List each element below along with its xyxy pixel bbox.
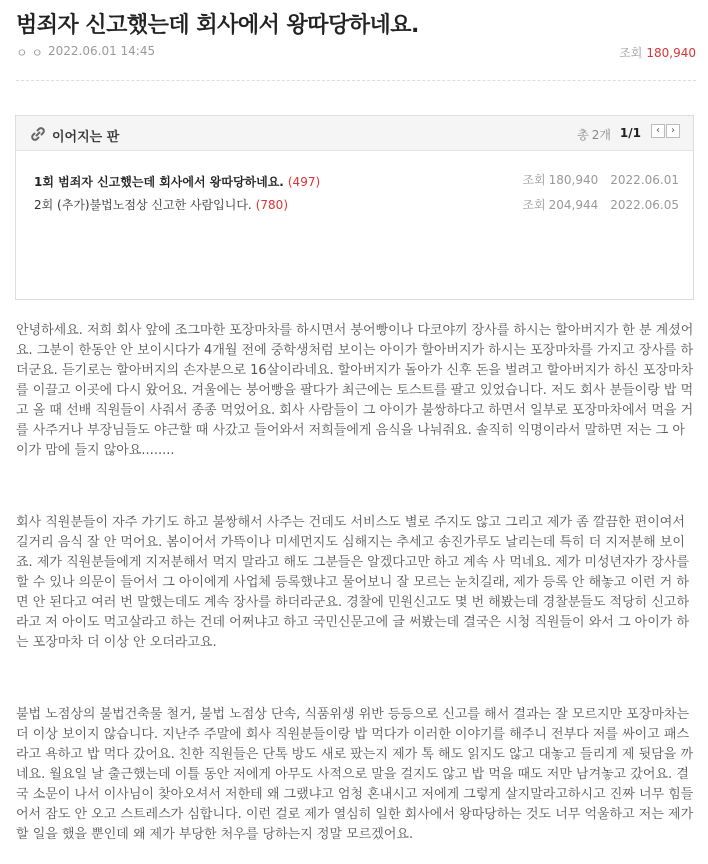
episode-comment-count: (780) xyxy=(255,198,289,212)
post-paragraph: 회사 직원분들이 자주 가기도 하고 불쌍해서 사주는 건데도 서비스도 별로 주지도 않고 그리고 제가 좀 깔끔한 편이여서 길거리 음식 잘 안 먹어요. 봄이어서 가뜩이나 미세먼지도 심해지는 추세고 송진가루도 날리는데 특히 더 지저분해 보이죠. 제가 직원분들에게 지저분해서 먹지 말라고 해도 그분들은 알겠다고만 하고 계속 사 먹네요. 제가 미성년자가 장사를 할 수 있나 의문이 들어서 그 아이에게 사업체 등록했냐고 물어보니 잘 모르는 눈치길래, 제가 등록 안 해놓고 이런 거 하면 안 된다고 여러 번 말했는데도 계속 장사를 하더라군요. 경찰에 민원신고도 몇 번 해봤는데 경찰분들도 적당히 신고하라고 저 아이도 먹고살라고 하는 건데 어쩌냐고 하고 국민신문고에 글 써봤는데 결국은 시청 직원들이 와서 그 아이가 하는 포장마차 더 이상 안 오더라고요. xyxy=(16,515,690,650)
series-count-label: 총 xyxy=(577,128,589,142)
chevron-right-icon[interactable]: › xyxy=(666,124,680,138)
series-episode[interactable] xyxy=(34,196,679,214)
episode-views: 204,944 xyxy=(548,198,599,212)
post-views xyxy=(619,44,696,61)
chevron-left-icon[interactable]: ‹ xyxy=(651,124,665,138)
episode-date: 2022.06.01 xyxy=(610,173,679,187)
link-icon xyxy=(30,126,46,142)
post-author[interactable]: ㅇ ㅇ xyxy=(16,46,43,60)
series-count xyxy=(577,126,611,143)
post-meta xyxy=(16,44,696,62)
episode-views: 180,940 xyxy=(548,173,599,187)
episode-stats xyxy=(522,196,679,213)
post-views-label: 조회 xyxy=(619,46,643,60)
post-paragraph: 불법 노점상의 불법건축물 철거, 불법 노점상 단속, 식품위생 위반 등등으로 신고를 해서 결과는 잘 모르지만 포장마차는 더 이상 보이지 않습니다. 지난주 주말에 회사 직원분들이랑 밥 먹다가 이러한 이야기를 해주니 전부다 저를 싸이고 패스라고 욕하고 밥 먹다 갔어요. 친한 직원들은 단톡 방도 새로 팠는지 제가 톡 해도 읽지도 않고 대놓고 들리게 제 뒷담을 까네요. 월요일 날 출근했는데 이틀 동안 저에게 아무도 사적으로 말을 걸지도 않고 밥 먹을 때도 저만 남겨놓고 갔어요. 결국 소문이 나서 이사님이 찾아오셔서 저한테 왜 그랬냐고 엄청 혼내시고 저에게 그렇게 살지말라고하시고 진짜 너무 힘들어서 잠도 안 오고 스트레스가 심합니다. 이런 걸로 제가 열심히 일한 회사에서 왕따당하는 것도 너무 억울하고 저는 제가 할 일을 했을 뿐인데 왜 제가 부당한 처우를 당하는지 정말 모르겠어요. xyxy=(16,707,694,842)
series-header xyxy=(16,116,693,151)
episode-title-text[interactable]: 2회 (추가)불법노점상 신고한 사람입니다. xyxy=(34,198,252,212)
episode-stats xyxy=(522,171,679,188)
episode-title[interactable] xyxy=(34,173,320,190)
episode-title[interactable] xyxy=(34,196,288,213)
series-page: 1/1 xyxy=(619,126,641,140)
episode-title-text[interactable]: 1회 범죄자 신고했는데 회사에서 왕따당하네요. xyxy=(34,175,284,189)
header-divider xyxy=(16,80,696,82)
episode-comment-count: (497) xyxy=(287,175,321,189)
series-count-value: 2개 xyxy=(591,128,611,142)
series-box xyxy=(15,115,694,300)
series-label: 이어지는 판 xyxy=(52,130,120,145)
post-title: 범죄자 신고했는데 회사에서 왕따당하네요. xyxy=(16,13,419,38)
post-views-count: 180,940 xyxy=(646,46,696,60)
series-episode[interactable] xyxy=(34,173,679,191)
episode-views-label: 조회 xyxy=(522,173,546,187)
episode-date: 2022.06.05 xyxy=(610,198,679,212)
post-date: 2022.06.01 14:45 xyxy=(48,44,156,58)
post-paragraph: 안녕하세요. 저희 회사 앞에 조그마한 포장마차를 하시면서 붕어빵이나 다코야끼 장사를 하시는 할아버지가 한 분 계셨어요. 그분이 한동안 안 보이시다가 4개월 전에 중학생처럼 보이는 아이가 할아버지가 하시는 포장마차를 가지고 장사를 하더군요. 듣기로는 할아버지의 손자분으로 16살이라네요. 할아버지가 돌아가 신후 돈을 벌려고 할아버지가 하신 포장마차를 이끌고 이곳에 다시 왔어요. 겨울에는 붕어빵을 팔다가 최근에는 토스트를 팔고 있었습니다. 저도 회사 분들이랑 밥 먹고 올 때 선배 직원들이 사줘서 종종 먹었어요. 회사 사람들이 그 아이가 불쌍하다고 하면서 일부로 포장마차에서 먹을 거를 사주거나 부장님들도 야근할 때 사갔고 들어와서 저희들에게 음식을 나눠줘요. 솔직히 익명이라서 말하면 저는 그 아이가 맘에 들지 않아요........ xyxy=(16,323,694,458)
episode-views-label: 조회 xyxy=(522,198,546,212)
